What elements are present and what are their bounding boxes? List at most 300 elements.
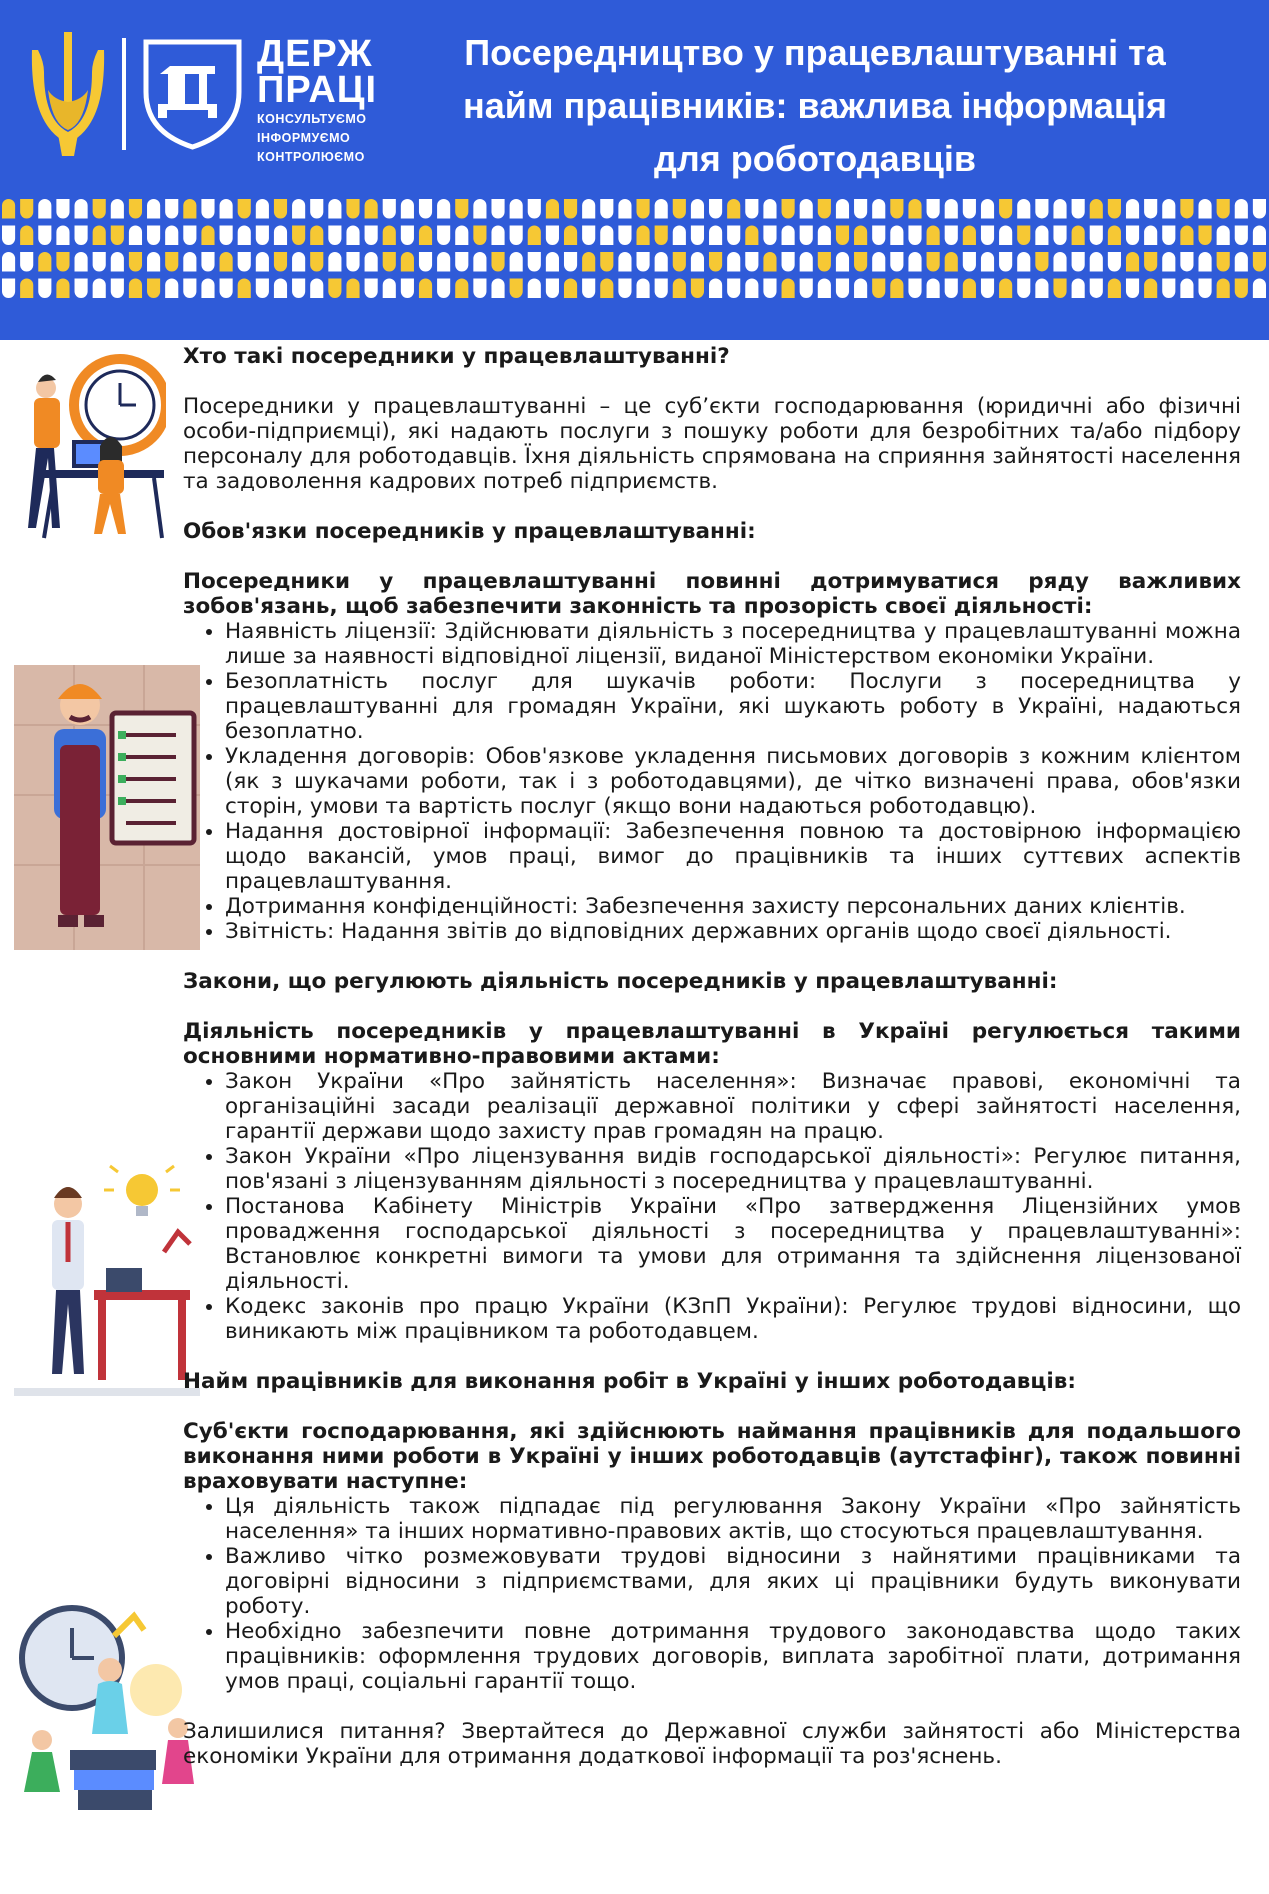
decorative-dot: [310, 279, 323, 299]
decorative-dot: [999, 279, 1012, 299]
list-item: • Дотримання конфіденційності: Забезпечення захисту персональних даних клієнтів.: [225, 894, 1241, 919]
decorative-dot: [256, 226, 269, 246]
decorative-dot: [1144, 226, 1157, 245]
decorative-dot: [782, 252, 795, 272]
decorative-dot: [1162, 279, 1175, 299]
decorative-dot: [455, 226, 468, 246]
decorative-dot: [727, 199, 740, 219]
decorative-dot: [1053, 279, 1066, 299]
decorative-dot: [1235, 279, 1248, 299]
decorative-dot: [238, 199, 251, 219]
decorative-dot: [346, 252, 359, 272]
decorative-dot: [1180, 226, 1193, 245]
decorative-dot: [582, 199, 595, 219]
decorative-dot: [1180, 252, 1193, 271]
decorative-dot: [346, 279, 359, 299]
decorative-dot: [1198, 199, 1211, 219]
decorative-dot: [147, 226, 160, 246]
decorative-dot: [401, 226, 414, 246]
decorative-dot: [528, 279, 541, 299]
decorative-dot: [75, 252, 88, 272]
decorative-dot: [183, 226, 196, 246]
decorative-dot: [600, 279, 613, 299]
decorative-dot: [401, 279, 414, 299]
decorative-dot: [618, 279, 631, 299]
decorative-dot: [727, 279, 740, 299]
decorative-dot: [927, 225, 940, 245]
decorative-dot: [220, 226, 233, 246]
decorative-dot: [818, 225, 831, 245]
decorative-dot: [437, 252, 450, 272]
decorative-dot: [292, 226, 305, 246]
section-duties-intro: Посередники у працевлаштуванні повинні дотримуватися ряду важливих зобов'язань, щоб забезпечити законність та прозорість своєї діяльності:: [183, 569, 1241, 619]
decorative-dot: [582, 226, 595, 246]
main-content: [183, 344, 1241, 1769]
decorative-dot: [854, 199, 867, 219]
decorative-dot: [546, 279, 559, 299]
logo-title-2: ПРАЦІ: [257, 69, 378, 111]
decorative-dot: [1035, 199, 1048, 218]
decorative-dot: [274, 226, 287, 246]
decorative-dot: [818, 199, 831, 219]
decorative-dot: [637, 279, 650, 299]
decorative-dot: [38, 226, 51, 246]
decorative-dot: [981, 279, 994, 299]
decorative-dot: [1180, 279, 1193, 298]
decorative-dot: [129, 199, 142, 219]
decorative-dot: [908, 252, 921, 272]
decorative-dot: [999, 252, 1012, 272]
decorative-dot: [473, 279, 486, 299]
decorative-dot: [745, 225, 758, 245]
decorative-dot: [256, 252, 269, 272]
section-laws-intro: Діяльність посередників у працевлаштуванні в Україні регулюється такими основними нормативно-правовими актами:: [183, 1019, 1241, 1069]
page-title: [410, 26, 1220, 185]
section-duties-title: Обов'язки посередників у працевлаштуванні:: [183, 519, 756, 544]
decorative-dot: [75, 226, 88, 246]
decorative-dot: [75, 199, 88, 219]
decorative-dot: [437, 226, 450, 246]
decorative-dot: [2, 199, 15, 219]
decorative-dot: [981, 252, 994, 272]
shield-logo-icon: [140, 36, 245, 151]
decorative-dot: [365, 226, 378, 246]
decorative-dot: [872, 252, 885, 272]
closing-text: Залишилися питання? Звертайтеся до Державної служби зайнятості або Міністерства економіки України для отримання додаткової інформації та роз'яснень.: [183, 1719, 1241, 1769]
decorative-dot: [2, 252, 15, 272]
decorative-dot: [945, 279, 958, 299]
decorative-dot: [419, 199, 432, 219]
decorative-dot: [854, 252, 867, 272]
decorative-dot: [111, 226, 124, 246]
decorative-dot: [1217, 279, 1230, 299]
decorative-dot: [93, 226, 106, 245]
decorative-dot: [419, 279, 432, 299]
page-title-line-2: найм працівників: важлива інформація: [462, 85, 1168, 126]
decorative-dot: [818, 279, 831, 299]
decorative-dot: [836, 199, 849, 219]
decorative-dot: [510, 252, 523, 272]
decorative-dot: [1090, 252, 1103, 271]
decorative-dot: [455, 279, 468, 299]
decorative-dot: [1017, 226, 1030, 246]
decorative-dot: [727, 226, 740, 246]
decorative-dot: [618, 226, 631, 246]
decorative-dot: [201, 279, 214, 299]
decorative-dot: [691, 279, 704, 299]
list-item: • Закон України «Про зайнятість населення»: Визначає правові, економічні та організаційні засади реалізації державної політики у сфері зайнятості населення, гарантії держави щодо захисту прав громадян на працю.: [225, 1069, 1241, 1144]
decorative-dot: [763, 279, 776, 299]
decorative-dot: [564, 225, 577, 245]
decorative-dot: [401, 199, 414, 219]
decorative-dot: [528, 252, 541, 272]
decorative-dot: [1235, 252, 1248, 272]
section-outstaffing-intro: Суб'єкти господарювання, які здійснюють наймання працівників для подальшого виконання ними роботи в Україні у інших роботодавців (аутстафінг), також повинні враховувати наступне:: [183, 1419, 1241, 1494]
decorative-dot: [1090, 279, 1103, 298]
decorative-dot: [927, 252, 940, 272]
decorative-dot: [1217, 252, 1230, 272]
decorative-dot: [618, 252, 631, 272]
section-who-text: Посередники у працевлаштуванні – це суб’єкти господарювання (юридичні або фізичні особи-підприємці), які надають послуги з пошуку роботи для безробітних та/або підбору персоналу для роботодавців. Їхня діяльність спрямована на сприяння зайнятості населення та задоволення кадрових потреб підприємств.: [183, 394, 1241, 494]
decorative-dot: [201, 226, 214, 246]
decorative-dot: [927, 199, 940, 219]
decorative-dot: [1217, 226, 1230, 246]
decorative-dot: [564, 252, 577, 272]
decorative-dot: [727, 252, 740, 272]
decorative-dot: [310, 199, 323, 219]
section-outstaffing-title: Найм працівників для виконання робіт в Україні у інших роботодавців:: [183, 1369, 1076, 1394]
decorative-dot: [1126, 279, 1139, 299]
decorative-dot: [238, 226, 251, 246]
decorative-dot: [147, 252, 160, 272]
decorative-dot: [1162, 226, 1175, 246]
decorative-dot: [383, 252, 396, 272]
logo-divider: [122, 38, 126, 150]
decorative-dot: [56, 199, 69, 219]
decorative-dot: [238, 252, 251, 272]
decorative-dot: [328, 252, 341, 272]
decorative-dot: [763, 199, 776, 219]
list-item: • Звітність: Надання звітів до відповідних державних органів щодо своєї діяльності.: [225, 919, 1241, 944]
decorative-dot: [546, 226, 559, 246]
decorative-dot: [56, 279, 69, 299]
decorative-dot: [328, 226, 341, 246]
decorative-dot: [437, 199, 450, 219]
list-item: • Укладення договорів: Обов'язкове укладення письмових договорів з кожним клієнтом (як з шукачами роботи, так і з роботодавцями), де чітко визначені права, обов'язки сторін, умови та вартість послуг (якщо вони надаються роботодавцю).: [225, 744, 1241, 819]
decorative-dot: [800, 279, 813, 299]
logo-tagline-2: ІНФОРМУЄМО: [257, 131, 351, 145]
decorative-dot: [220, 279, 233, 299]
decorative-dot: [1198, 252, 1211, 272]
decorative-dot: [800, 199, 813, 219]
decorative-dot: [165, 226, 178, 246]
decorative-dot: [274, 279, 287, 299]
decorative-dot: [510, 279, 523, 299]
decorative-dot: [1144, 279, 1157, 298]
decorative-dot: [1053, 226, 1066, 246]
decorative-dot: [999, 225, 1012, 245]
decorative-dot: [201, 199, 214, 219]
decorative-dot: [945, 226, 958, 246]
decorative-dot: [890, 279, 903, 299]
decorative-dot: [763, 252, 776, 272]
decorative-dot: [963, 225, 976, 245]
duties-list: [183, 619, 1241, 944]
section-who-title: Хто такі посередники у працевлаштуванні?: [183, 344, 730, 369]
decorative-dot: [2, 226, 15, 246]
decorative-dot: [1217, 199, 1230, 219]
decorative-dot: [419, 252, 432, 272]
decorative-dot: [328, 279, 341, 299]
decorative-dot: [401, 252, 414, 272]
office-workers-illustration: [14, 350, 166, 545]
outstaffing-list: [183, 1494, 1241, 1694]
decorative-dot: [147, 199, 160, 219]
decorative-dot: [183, 279, 196, 299]
decorative-dot: [183, 199, 196, 219]
decorative-dot: [419, 226, 432, 246]
decorative-dot: [673, 199, 686, 219]
decorative-dot: [165, 279, 178, 299]
decorative-dot: [1198, 226, 1211, 246]
list-item: • Надання достовірної інформації: Забезпечення повною та достовірною інформацією щодо вакансій, умов праці, вимог до працівників та інших суттєвих аспектів працевлаштування.: [225, 819, 1241, 894]
decorative-dot: [1144, 252, 1157, 271]
list-item: • Постанова Кабінету Міністрів України «Про затвердження Ліцензійних умов провадження господарської діяльності з посередництва у працевлаштуванні»: Встановлює конкретні вимоги та умови для отримання та здійснення ліцензованої діяльності.: [225, 1194, 1241, 1294]
decorative-dot: [2, 279, 15, 299]
decorative-dot: [745, 252, 758, 272]
decorative-dot: [908, 279, 921, 299]
decorative-dot: [1126, 226, 1139, 246]
decorative-dot: [1017, 279, 1030, 299]
decorative-dot: [1253, 199, 1266, 219]
decorative-dot: [1162, 252, 1175, 272]
decorative-dot: [1108, 226, 1121, 246]
decorative-dot: [20, 279, 33, 298]
page-title-line-1: Посередництво у працевлаштуванні та: [464, 32, 1166, 73]
decorative-dot: [709, 199, 722, 219]
decorative-dot: [854, 225, 867, 245]
decorative-dot: [383, 226, 396, 246]
decorative-dot: [600, 225, 613, 245]
decorative-dot: [1072, 199, 1085, 219]
decorative-dot: [854, 279, 867, 299]
decorative-dot: [872, 226, 885, 246]
decorative-dot: [691, 252, 704, 272]
decorative-dot: [782, 225, 795, 245]
decorative-dot: [528, 225, 541, 245]
decorative-dot: [618, 199, 631, 219]
decorative-dot: [1035, 252, 1048, 271]
decorative-dot: [1108, 252, 1121, 272]
decorative-dot: [1235, 199, 1248, 219]
decorative-dot: [147, 279, 160, 299]
decorative-dot: [129, 252, 142, 272]
decorative-dot: [600, 252, 613, 272]
decorative-dot: [1180, 199, 1193, 218]
decorative-dot: [365, 199, 378, 219]
decorative-dot: [673, 252, 686, 272]
decorative-dot: [183, 252, 196, 272]
decorative-dot: [709, 252, 722, 272]
decorative-dot: [473, 252, 486, 272]
decorative-dot: [963, 199, 976, 219]
decorative-dot: [1053, 199, 1066, 219]
decorative-dot-pattern: [0, 196, 1269, 302]
decorative-dot: [890, 252, 903, 272]
teacher-idea-illustration: [14, 1162, 200, 1402]
decorative-dot: [528, 199, 541, 219]
decorative-dot: [981, 226, 994, 246]
decorative-dot: [346, 226, 359, 246]
decorative-dot: [1108, 199, 1121, 219]
decorative-dot: [1126, 199, 1139, 219]
decorative-dot: [20, 199, 33, 218]
decorative-dot: [20, 252, 33, 271]
decorative-dot: [1090, 226, 1103, 245]
decorative-dot: [600, 199, 613, 219]
decorative-dot: [945, 252, 958, 272]
decorative-dot: [582, 279, 595, 299]
decorative-dot: [890, 225, 903, 245]
decorative-dot: [220, 199, 233, 219]
list-item: • Важливо чітко розмежовувати трудові відносини з найнятими працівниками та договірні відносини з підприємствами, для яких ці працівники будуть виконувати роботу.: [225, 1544, 1241, 1619]
page-title-line-3: для роботодавців: [654, 138, 976, 179]
decorative-dot: [328, 199, 341, 219]
decorative-dot: [890, 199, 903, 219]
decorative-dot: [637, 252, 650, 272]
decorative-dot: [1053, 252, 1066, 272]
logo-tagline-1: КОНСУЛЬТУЄМО: [257, 112, 367, 126]
decorative-dot: [582, 252, 595, 272]
decorative-dot: [1017, 252, 1030, 272]
decorative-dot: [818, 252, 831, 272]
decorative-dot: [655, 279, 668, 299]
decorative-dot: [455, 199, 468, 219]
decorative-dot: [1126, 252, 1139, 272]
decorative-dot: [963, 252, 976, 272]
engineer-checklist-illustration: [14, 665, 200, 950]
logo-text: [257, 33, 378, 165]
list-item: • Наявність ліцензії: Здійснювати діяльність з посередництва у працевлаштуванні можна лише за наявності відповідної ліцензії, виданої Міністерством економіки України.: [225, 619, 1241, 669]
decorative-dot: [292, 199, 305, 219]
decorative-dot: [491, 199, 504, 219]
decorative-dot: [927, 279, 940, 299]
decorative-dot: [999, 199, 1012, 219]
decorative-dot: [836, 226, 849, 246]
decorative-dot: [111, 279, 124, 299]
decorative-dot: [1090, 199, 1103, 218]
decorative-dot: [365, 252, 378, 272]
decorative-dot: [655, 226, 668, 246]
list-item: • Закон України «Про ліцензування видів господарської діяльності»: Регулює питання, пов'язані з ліцензуванням діяльності з посередництва у працевлаштуванні.: [225, 1144, 1241, 1194]
decorative-dot: [945, 199, 958, 219]
list-item: • Кодекс законів про працю України (КЗпП України): Регулює трудові відносини, що виникають між працівником та роботодавцем.: [225, 1294, 1241, 1344]
list-item: • Необхідно забезпечити повне дотримання трудового законодавства щодо таких працівників: оформлення трудових договорів, виплата заробітної плати, дотримання умов праці, соціальні гарантії тощо.: [225, 1619, 1241, 1694]
decorative-dot: [346, 199, 359, 219]
decorative-dot: [491, 226, 504, 246]
decorative-dot: [93, 279, 106, 298]
decorative-dot: [437, 279, 450, 299]
decorative-dot: [637, 225, 650, 245]
decorative-dot: [56, 252, 69, 272]
decorative-dot: [129, 226, 142, 246]
decorative-dot: [201, 252, 214, 272]
list-item: • Безоплатність послуг для шукачів роботи: Послуги з посередництва у працевлаштуванні для громадян України, які шукають роботу в Україні, надаються безоплатно.: [225, 669, 1241, 744]
decorative-dot: [383, 279, 396, 299]
decorative-dot: [546, 252, 559, 272]
decorative-dot: [908, 226, 921, 246]
decorative-dot: [491, 279, 504, 299]
decorative-dot: [745, 279, 758, 299]
decorative-dot: [673, 225, 686, 245]
decorative-dot: [782, 199, 795, 219]
decorative-dot: [510, 226, 523, 246]
decorative-dot: [38, 252, 51, 272]
decorative-dot: [1253, 226, 1266, 246]
decorative-dot: [872, 279, 885, 299]
decorative-dot: [963, 279, 976, 299]
decorative-dot: [1235, 226, 1248, 246]
decorative-dot: [546, 199, 559, 219]
decorative-dot: [473, 199, 486, 219]
decorative-dot: [709, 279, 722, 299]
decorative-dot: [1072, 252, 1085, 272]
decorative-dot: [782, 279, 795, 299]
decorative-dot: [1035, 226, 1048, 245]
decorative-dot: [709, 225, 722, 245]
decorative-dot: [1253, 279, 1266, 299]
decorative-dot: [836, 279, 849, 299]
decorative-dot: [981, 199, 994, 219]
decorative-dot: [238, 279, 251, 299]
decorative-dot: [800, 226, 813, 246]
decorative-dot: [872, 199, 885, 219]
decorative-dot: [908, 199, 921, 219]
coat-of-arms-icon: [28, 30, 108, 160]
section-laws-title: Закони, що регулюють діяльність посередників у працевлаштуванні:: [183, 969, 1058, 994]
decorative-dot: [93, 199, 106, 218]
decorative-dot: [455, 252, 468, 272]
decorative-dot: [310, 226, 323, 246]
list-item: • Ця діяльність також підпадає під регулювання Закону України «Про зайнятість населення» та інших нормативно-правових актів, що стосуються працевлаштування.: [225, 1494, 1241, 1544]
decorative-dot: [1072, 226, 1085, 246]
decorative-dot: [38, 199, 51, 219]
decorative-dot: [220, 252, 233, 272]
decorative-dot: [1072, 279, 1085, 299]
decorative-dot: [673, 279, 686, 299]
decorative-dot: [1035, 279, 1048, 298]
decorative-dot: [1017, 199, 1030, 219]
decorative-dot: [1253, 252, 1266, 272]
decorative-dot: [1162, 199, 1175, 219]
decorative-dot: [274, 252, 287, 272]
decorative-dot: [473, 226, 486, 246]
decorative-dot: [20, 226, 33, 245]
decorative-dot: [491, 252, 504, 272]
decorative-dot: [256, 279, 269, 299]
decorative-dot: [165, 199, 178, 219]
decorative-dot: [1198, 279, 1211, 299]
decorative-dot: [365, 279, 378, 299]
decorative-dot: [383, 199, 396, 219]
decorative-dot: [93, 252, 106, 271]
decorative-dot: [510, 199, 523, 219]
decorative-dot: [691, 226, 704, 246]
decorative-dot: [165, 252, 178, 272]
decorative-dot: [836, 252, 849, 272]
decorative-dot: [564, 199, 577, 219]
decorative-dot: [56, 226, 69, 246]
